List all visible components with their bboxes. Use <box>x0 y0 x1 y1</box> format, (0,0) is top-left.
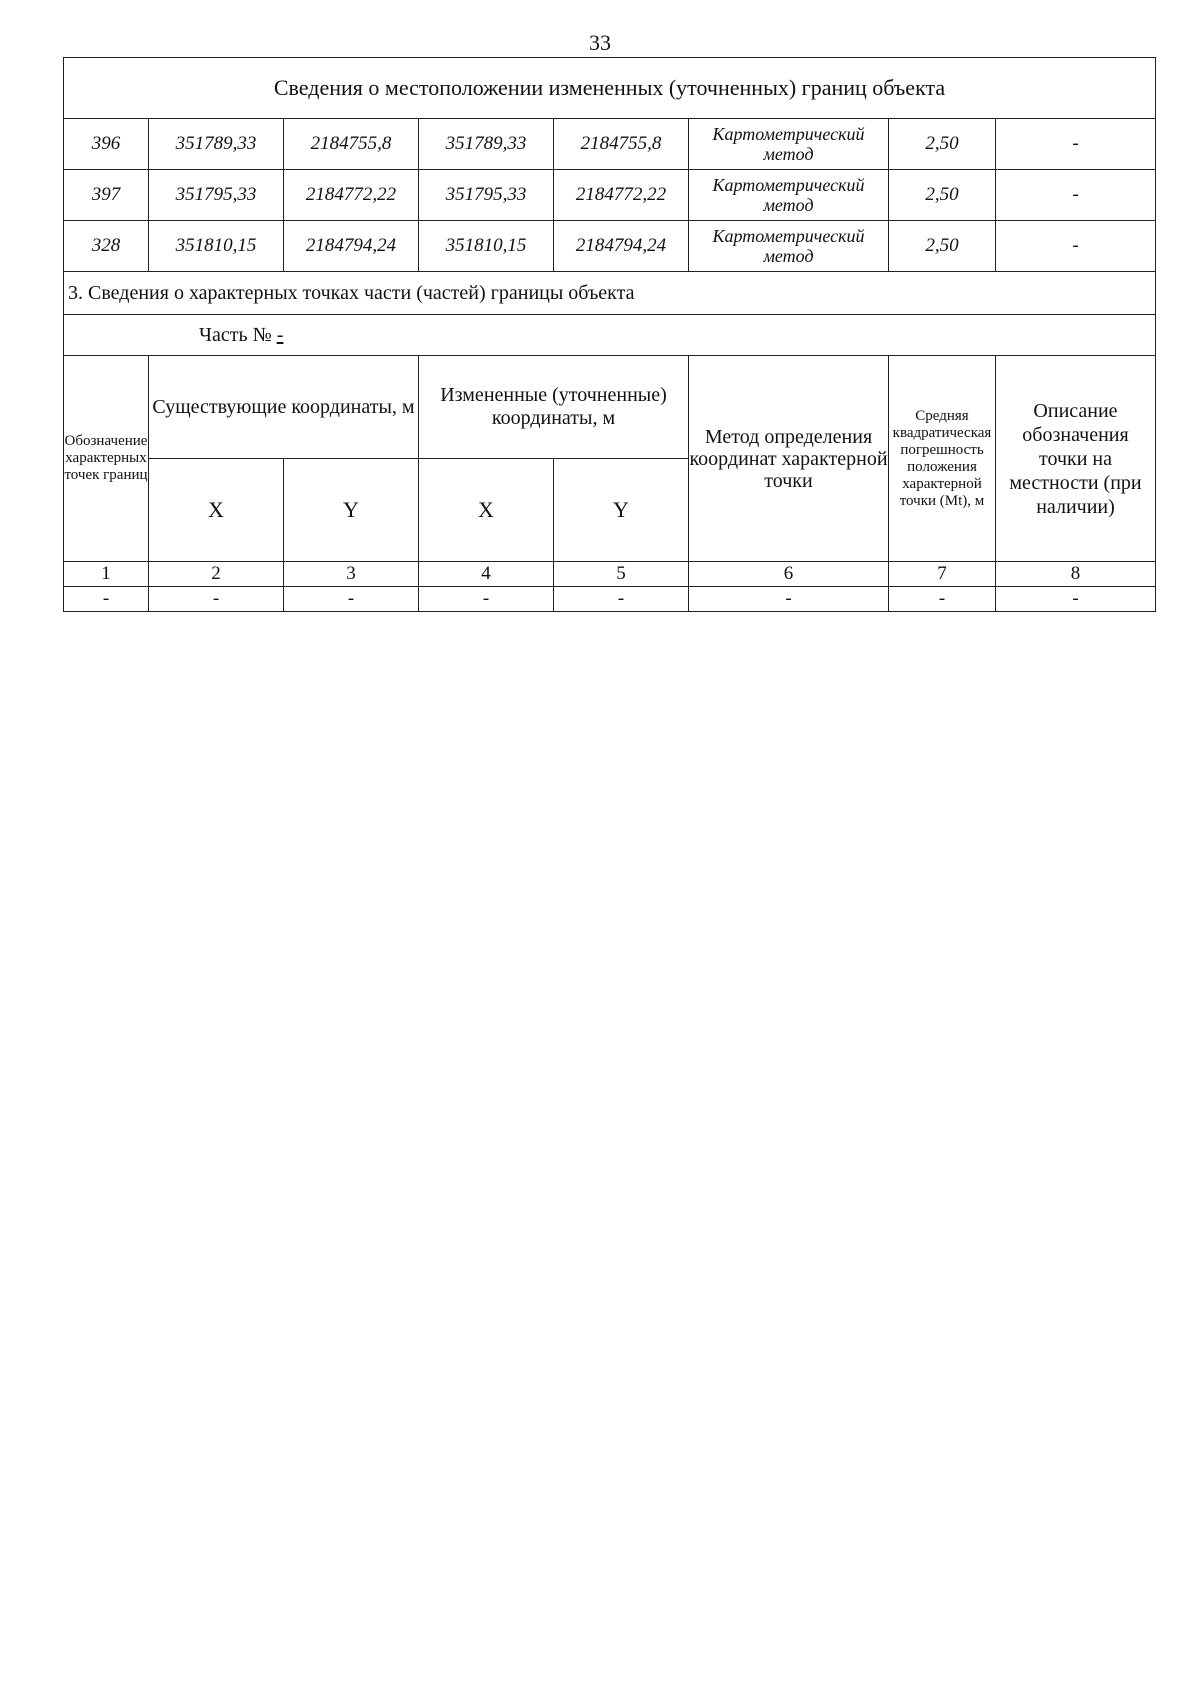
method-cell: Картометрический метод <box>689 170 889 221</box>
empty-cell: - <box>889 587 996 612</box>
empty-cell: - <box>149 587 284 612</box>
description-cell: - <box>996 170 1156 221</box>
boundary-points-table <box>63 57 1156 612</box>
header-changed-y: Y <box>554 459 689 562</box>
header-method: Метод определения координат характерной точки <box>689 356 889 562</box>
empty-data-row <box>64 587 1156 612</box>
point-number: 396 <box>64 119 149 170</box>
page-number: 33 <box>589 30 611 55</box>
column-numbers-row <box>64 562 1156 587</box>
changed-y: 2184755,8 <box>554 119 689 170</box>
empty-cell: - <box>64 587 149 612</box>
header-changed-x: X <box>419 459 554 562</box>
empty-cell: - <box>554 587 689 612</box>
table-row <box>64 221 1156 272</box>
part-label: Часть № <box>199 323 272 346</box>
point-number: 397 <box>64 170 149 221</box>
existing-y: 2184772,22 <box>284 170 419 221</box>
column-number: 2 <box>149 562 284 587</box>
column-number: 5 <box>554 562 689 587</box>
empty-cell: - <box>284 587 419 612</box>
existing-y: 2184755,8 <box>284 119 419 170</box>
header-existing-y: Y <box>284 459 419 562</box>
table-title: Сведения о местоположении измененных (уточненных) границ объекта <box>64 58 1156 119</box>
header-existing-coords: Существующие координаты, м <box>149 356 419 459</box>
existing-x: 351810,15 <box>149 221 284 272</box>
changed-x: 351810,15 <box>419 221 554 272</box>
method-cell: Картометрический метод <box>689 119 889 170</box>
accuracy-cell: 2,50 <box>889 119 996 170</box>
description-cell: - <box>996 119 1156 170</box>
column-number: 3 <box>284 562 419 587</box>
column-number: 8 <box>996 562 1156 587</box>
table-row <box>64 170 1156 221</box>
empty-cell: - <box>419 587 554 612</box>
changed-y: 2184794,24 <box>554 221 689 272</box>
point-number: 328 <box>64 221 149 272</box>
existing-y: 2184794,24 <box>284 221 419 272</box>
column-number: 6 <box>689 562 889 587</box>
column-number: 4 <box>419 562 554 587</box>
header-point-designation: Обозначение характерных точек границ <box>64 356 149 562</box>
empty-cell: - <box>996 587 1156 612</box>
header-existing-x: X <box>149 459 284 562</box>
existing-x: 351789,33 <box>149 119 284 170</box>
part-number-row <box>64 315 1156 356</box>
header-accuracy: Средняя квадратическая погрешность положения характерной точки (Mt), м <box>889 356 996 562</box>
empty-cell: - <box>689 587 889 612</box>
column-number: 7 <box>889 562 996 587</box>
accuracy-cell: 2,50 <box>889 170 996 221</box>
changed-x: 351795,33 <box>419 170 554 221</box>
column-number: 1 <box>64 562 149 587</box>
description-cell: - <box>996 221 1156 272</box>
section-3-title: 3. Сведения о характерных точках части (частей) границы объекта <box>64 272 1156 315</box>
changed-y: 2184772,22 <box>554 170 689 221</box>
accuracy-cell: 2,50 <box>889 221 996 272</box>
part-value: - <box>276 323 284 346</box>
header-changed-coords: Измененные (уточненные) координаты, м <box>419 356 689 459</box>
existing-x: 351795,33 <box>149 170 284 221</box>
header-description: Описание обозначения точки на местности (при наличии) <box>996 356 1156 562</box>
method-cell: Картометрический метод <box>689 221 889 272</box>
changed-x: 351789,33 <box>419 119 554 170</box>
table-row <box>64 119 1156 170</box>
